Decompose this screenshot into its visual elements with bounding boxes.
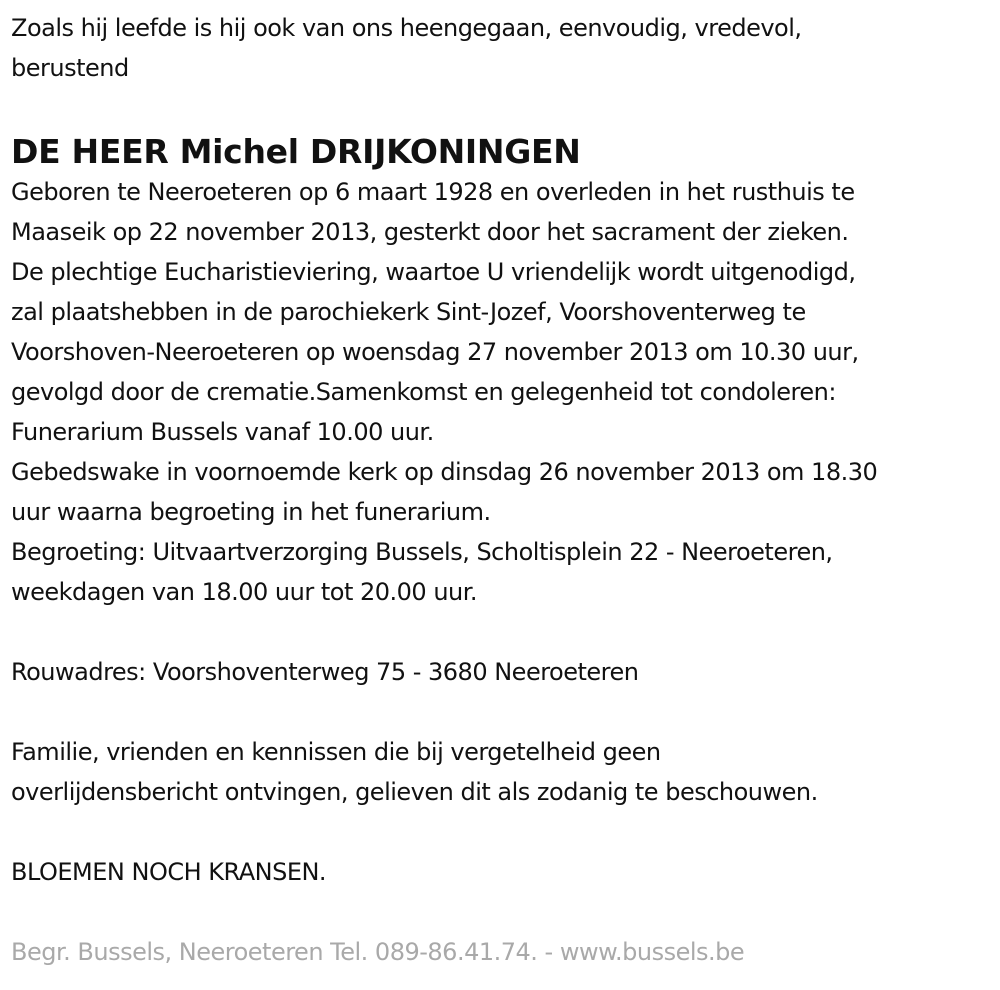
details-line: zal plaatshebben in de parochiekerk Sint-Jozef, Voorshoventerweg te: [11, 298, 806, 326]
details-line: Maaseik op 22 november 2013, gesterkt door het sacrament der zieken.: [11, 218, 849, 246]
deceased-name: DE HEER Michel DRIJKONINGEN: [11, 132, 581, 171]
notice-line: Familie, vrienden en kennissen die bij vergetelheid geen: [11, 738, 661, 766]
details-line: Funerarium Bussels vanaf 10.00 uur.: [11, 418, 434, 446]
notice-paragraph: [11, 732, 996, 812]
details-line: weekdagen van 18.00 uur tot 20.00 uur.: [11, 578, 478, 606]
details-line: Voorshoven-Neeroeteren op woensdag 27 november 2013 om 10.30 uur,: [11, 338, 859, 366]
details-line: De plechtige Eucharistieviering, waartoe U vriendelijk wordt uitgenodigd,: [11, 258, 856, 286]
no-flowers-notice: BLOEMEN NOCH KRANSEN.: [11, 858, 327, 886]
details-line: uur waarna begroeting in het funerarium.: [11, 498, 491, 526]
details-line: gevolgd door de crematie.Samenkomst en gelegenheid tot condoleren:: [11, 378, 836, 406]
funeral-home-footer: Begr. Bussels, Neeroeteren Tel. 089-86.41.74. - www.bussels.be: [11, 938, 745, 966]
mourning-address: Rouwadres: Voorshoventerweg 75 - 3680 Neeroeteren: [11, 658, 639, 686]
details-line: Begroeting: Uitvaartverzorging Bussels, Scholtisplein 22 - Neeroeteren,: [11, 538, 833, 566]
details-line: Gebedswake in voornoemde kerk op dinsdag 26 november 2013 om 18.30: [11, 458, 878, 486]
obituary-details: [11, 172, 996, 612]
obituary-document: [11, 8, 996, 892]
notice-line: overlijdensbericht ontvingen, gelieven dit als zodanig te beschouwen.: [11, 778, 818, 806]
details-line: Geboren te Neeroeteren op 6 maart 1928 en overleden in het rusthuis te: [11, 178, 855, 206]
intro-line: berustend: [11, 54, 129, 82]
intro-line: Zoals hij leefde is hij ook van ons heengegaan, eenvoudig, vredevol,: [11, 14, 802, 42]
intro-quote: [11, 8, 996, 88]
